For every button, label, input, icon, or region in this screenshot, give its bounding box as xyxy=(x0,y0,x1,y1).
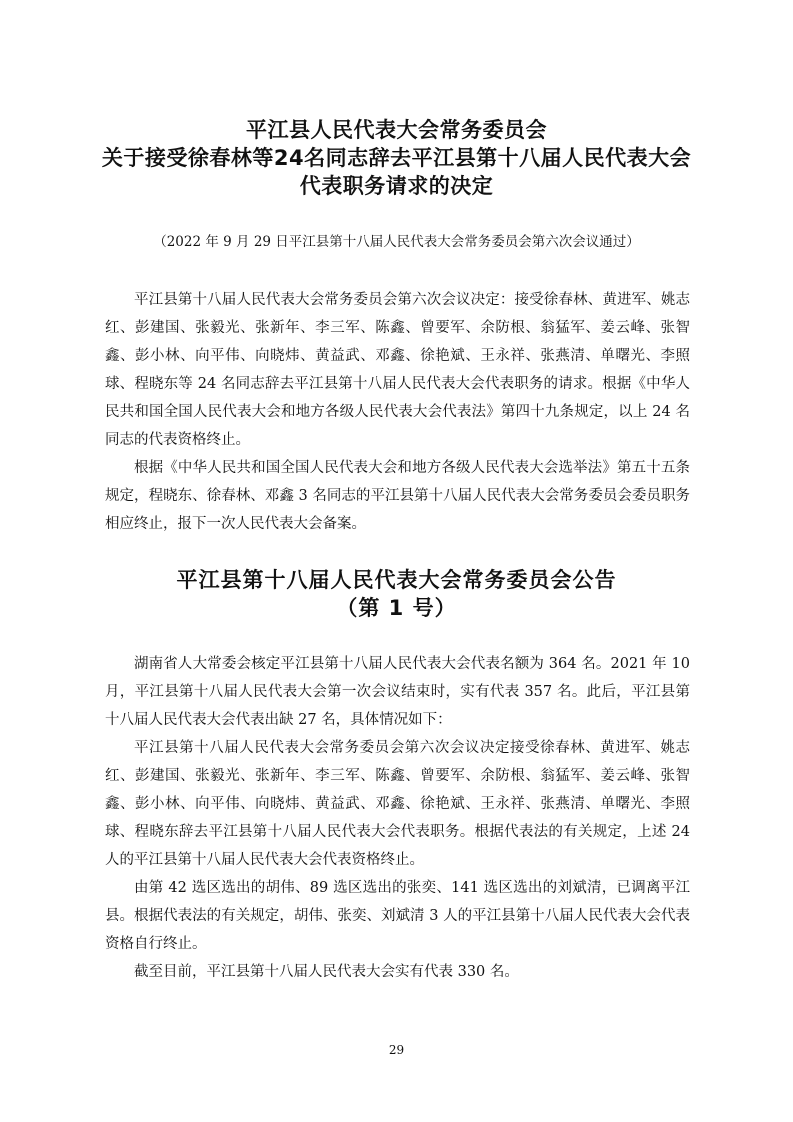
decision-adoption-note: （2022 年 9 月 29 日平江县第十八届人民代表大会常务委员会第六次会议通过） xyxy=(153,234,640,250)
announcement-number: （第 1 号） xyxy=(336,596,457,620)
announcement-paragraph-2: 平江县第十八届人民代表大会常务委员会第六次会议决定接受徐春林、黄进军、姚志红、彭建国、张毅光、张新年、李三军、陈鑫、曾要军、余防根、翁猛军、姜云峰、张智鑫、彭小林、向平伟、向晓炜、黄益武、邓鑫、徐艳斌、王永祥、张燕清、单曙光、李照球、程晓东辞去平江县第十八届人民代表大会代表职务。根据代表法的有关规定，上述 24 人的平江县第十八届人民代表大会代表资格终止。 xyxy=(105,740,690,868)
announcement-title: 平江县第十八届人民代表大会常务委员会公告 xyxy=(176,568,617,592)
announcement-body xyxy=(105,650,690,986)
page-number: 29 xyxy=(388,1043,405,1057)
announcement-paragraph-3: 由第 42 选区选出的胡伟、89 选区选出的张奕、141 选区选出的刘斌清，已调离平江县。根据代表法的有关规定，胡伟、张奕、刘斌清 3 人的平江县第十八届人民代表大会代表资格自行终止。 xyxy=(105,880,690,952)
decision-paragraph-1: 平江县第十八届人民代表大会常务委员会第六次会议决定：接受徐春林、黄进军、姚志红、彭建国、张毅光、张新年、李三军、陈鑫、曾要军、余防根、翁猛军、姜云峰、张智鑫、彭小林、向平伟、向晓炜、黄益武、邓鑫、徐艳斌、王永祥、张燕清、单曙光、李照球、程晓东等 24 名同志辞去平江县第十八届人民代表大会代表职务的请求。根据《中华人民共和国全国人民代表大会和地方各级人民代表大会代表法》第四十九条规定，以上 24 名同志的代表资格终止。 xyxy=(105,292,690,448)
decision-title-line-3: 代表职务请求的决定 xyxy=(299,174,494,198)
decision-paragraph-2: 根据《中华人民共和国全国人民代表大会和地方各级人民代表大会选举法》第五十五条规定，程晓东、徐春林、邓鑫 3 名同志的平江县第十八届人民代表大会常务委员会委员职务相应终止，报下一次人民代表大会备案。 xyxy=(105,460,690,532)
decision-title-line-2: 关于接受徐春林等24名同志辞去平江县第十八届人民代表大会 xyxy=(101,146,692,170)
announcement-paragraph-4: 截至目前，平江县第十八届人民代表大会实有代表 330 名。 xyxy=(134,964,519,980)
decision-title-line-1: 平江县人民代表大会常务委员会 xyxy=(246,118,547,142)
announcement-paragraph-1: 湖南省人大常委会核定平江县第十八届人民代表大会代表名额为 364 名。2021 年 10 月，平江县第十八届人民代表大会第一次会议结束时，实有代表 357 名。此后，平江县第十八届人民代表大会代表出缺 27 名，具体情况如下： xyxy=(105,656,690,728)
decision-body xyxy=(105,286,690,538)
